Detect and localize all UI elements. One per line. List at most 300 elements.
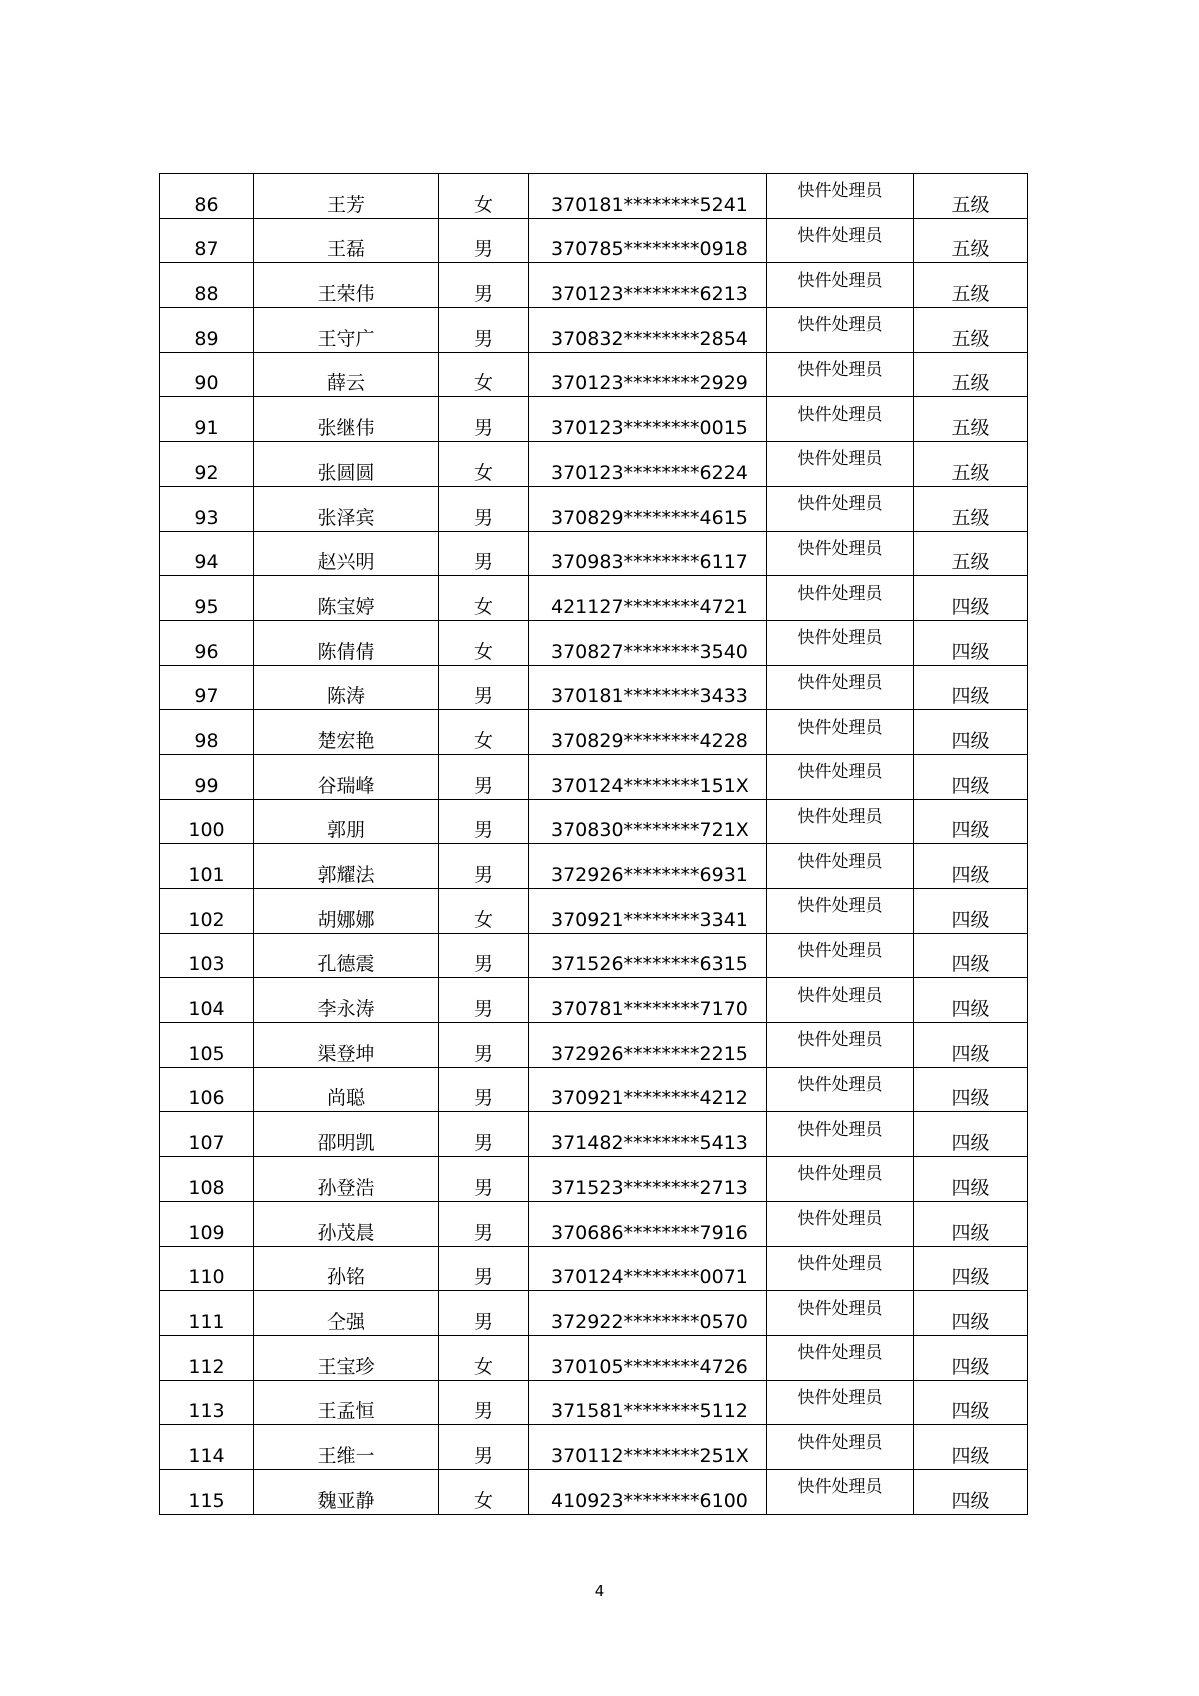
cell-id-number [529, 174, 767, 219]
cell-gender [439, 1425, 529, 1470]
cell-number-text: 88 [194, 283, 219, 306]
cell-gender-text: 女 [473, 1489, 493, 1512]
cell-name [254, 1201, 439, 1246]
cell-id-number [529, 531, 767, 576]
cell-id-number-text: 371581********5112 [551, 1400, 748, 1423]
cell-level-text: 四级 [951, 998, 990, 1021]
cell-id-number-text: 370829********4615 [551, 506, 748, 529]
cell-number [160, 1380, 254, 1425]
cell-level-text: 四级 [951, 1087, 990, 1110]
cell-name [254, 531, 439, 576]
cell-id-number [529, 1380, 767, 1425]
cell-level [914, 1201, 1028, 1246]
cell-level-text: 五级 [951, 417, 990, 440]
cell-gender [439, 486, 529, 531]
cell-level [914, 397, 1028, 442]
cell-occupation [767, 1023, 914, 1068]
table-row [160, 1067, 1028, 1112]
cell-gender [439, 1023, 529, 1068]
cell-name [254, 1335, 439, 1380]
cell-number-text: 97 [194, 685, 219, 708]
cell-occupation-text: 快件处理员 [797, 270, 883, 291]
cell-name-text: 王维一 [317, 1444, 375, 1467]
cell-gender-text: 男 [473, 1221, 493, 1244]
cell-level [914, 1425, 1028, 1470]
cell-occupation [767, 442, 914, 487]
cell-name-text: 仝强 [326, 1310, 365, 1333]
cell-occupation [767, 844, 914, 889]
cell-id-number [529, 710, 767, 755]
cell-id-number-text: 370832********2854 [551, 327, 748, 350]
table-row [160, 1335, 1028, 1380]
cell-occupation [767, 263, 914, 308]
cell-name-text: 薛云 [326, 372, 365, 395]
cell-gender-text: 女 [473, 595, 493, 618]
cell-name-text: 王孟恒 [317, 1400, 375, 1423]
cell-occupation-text: 快件处理员 [797, 226, 883, 247]
cell-level [914, 754, 1028, 799]
cell-number [160, 1335, 254, 1380]
cell-occupation [767, 1246, 914, 1291]
cell-occupation-text: 快件处理员 [797, 1164, 883, 1185]
cell-occupation [767, 1335, 914, 1380]
cell-gender [439, 710, 529, 755]
cell-gender [439, 442, 529, 487]
cell-level-text: 五级 [951, 551, 990, 574]
cell-name-text: 王荣伟 [317, 283, 375, 306]
cell-level [914, 531, 1028, 576]
cell-name-text: 邵明凯 [317, 1132, 375, 1155]
cell-gender [439, 397, 529, 442]
cell-occupation [767, 889, 914, 934]
cell-id-number [529, 1425, 767, 1470]
cell-level-text: 五级 [951, 327, 990, 350]
cell-number-text: 93 [194, 506, 219, 529]
cell-name-text: 陈涛 [326, 685, 365, 708]
table-row [160, 1425, 1028, 1470]
cell-name [254, 442, 439, 487]
cell-id-number-text: 370181********3433 [551, 685, 748, 708]
cell-number [160, 174, 254, 219]
cell-gender-text: 男 [473, 774, 493, 797]
cell-name [254, 754, 439, 799]
cell-number-text: 102 [188, 908, 225, 931]
cell-occupation [767, 978, 914, 1023]
cell-occupation-text: 快件处理员 [797, 360, 883, 381]
cell-occupation-text: 快件处理员 [797, 717, 883, 738]
cell-level-text: 四级 [951, 1400, 990, 1423]
cell-gender-text: 女 [473, 461, 493, 484]
cell-id-number [529, 978, 767, 1023]
cell-number-text: 104 [188, 998, 225, 1021]
cell-gender [439, 799, 529, 844]
cell-occupation [767, 665, 914, 710]
cell-occupation-text: 快件处理员 [797, 851, 883, 872]
cell-id-number-text: 370112********251X [551, 1444, 749, 1467]
cell-level-text: 四级 [951, 819, 990, 842]
cell-level-text: 四级 [951, 864, 990, 886]
cell-gender-text: 男 [473, 417, 493, 440]
table-row [160, 844, 1028, 889]
cell-name-text: 尚聪 [326, 1087, 365, 1110]
cell-level-text: 五级 [951, 193, 990, 216]
cell-level-text: 四级 [951, 908, 990, 931]
cell-id-number-text: 370123********0015 [551, 417, 748, 440]
cell-number-text: 101 [188, 864, 225, 886]
cell-level-text: 四级 [951, 774, 990, 797]
cell-number-text: 90 [194, 372, 219, 395]
cell-gender-text: 男 [473, 1176, 493, 1199]
table-row [160, 1469, 1028, 1514]
cell-id-number-text: 370124********0071 [551, 1266, 748, 1289]
cell-gender-text: 男 [473, 1266, 493, 1289]
cell-gender-text: 男 [473, 1087, 493, 1110]
cell-number-text: 87 [194, 238, 219, 261]
cell-occupation [767, 531, 914, 576]
cell-id-number [529, 620, 767, 665]
cell-id-number [529, 889, 767, 934]
cell-occupation-text: 快件处理员 [797, 1477, 883, 1498]
cell-level-text: 四级 [951, 953, 990, 976]
cell-gender-text: 男 [473, 998, 493, 1021]
cell-occupation-text: 快件处理员 [797, 494, 883, 515]
cell-level [914, 352, 1028, 397]
cell-id-number [529, 1157, 767, 1202]
cell-gender [439, 1469, 529, 1514]
cell-number-text: 109 [188, 1221, 225, 1244]
page-number: 4 [594, 1582, 605, 1600]
cell-name-text: 陈宝婷 [317, 595, 375, 618]
cell-name-text: 渠登坤 [317, 1042, 375, 1065]
cell-level-text: 四级 [951, 1444, 990, 1467]
table-row [160, 308, 1028, 353]
cell-number [160, 1067, 254, 1112]
cell-number-text: 96 [194, 640, 219, 663]
cell-number [160, 933, 254, 978]
table-row [160, 174, 1028, 219]
cell-occupation [767, 174, 914, 219]
cell-number [160, 576, 254, 621]
cell-occupation [767, 620, 914, 665]
cell-name-text: 郭朋 [326, 819, 365, 842]
cell-id-number-text: 410923********6100 [551, 1489, 748, 1512]
cell-occupation [767, 754, 914, 799]
cell-name-text: 王宝珍 [317, 1355, 375, 1378]
table-row [160, 1023, 1028, 1068]
cell-gender-text: 男 [473, 1132, 493, 1155]
cell-number [160, 844, 254, 889]
cell-occupation-text: 快件处理员 [797, 1432, 883, 1453]
table-row [160, 620, 1028, 665]
table-row [160, 1246, 1028, 1291]
cell-id-number-text: 372926********2215 [551, 1042, 748, 1065]
cell-level [914, 799, 1028, 844]
cell-gender [439, 1380, 529, 1425]
cell-name [254, 397, 439, 442]
table-row [160, 754, 1028, 799]
cell-number [160, 1201, 254, 1246]
cell-occupation [767, 352, 914, 397]
cell-level [914, 620, 1028, 665]
cell-name [254, 263, 439, 308]
cell-occupation [767, 1112, 914, 1157]
cell-occupation-text: 快件处理员 [797, 1119, 883, 1140]
roster-table-body [160, 174, 1028, 1515]
cell-name-text: 孔德震 [317, 953, 375, 976]
cell-level [914, 1335, 1028, 1380]
cell-name-text: 赵兴明 [317, 551, 375, 574]
cell-level-text: 五级 [951, 283, 990, 306]
cell-name [254, 1246, 439, 1291]
cell-name [254, 1157, 439, 1202]
cell-id-number-text: 370123********6224 [551, 461, 748, 484]
cell-name [254, 978, 439, 1023]
cell-level-text: 四级 [951, 595, 990, 618]
table-row [160, 263, 1028, 308]
cell-number-text: 103 [188, 953, 225, 976]
cell-gender-text: 男 [473, 864, 493, 886]
cell-number [160, 799, 254, 844]
cell-gender-text: 男 [473, 1310, 493, 1333]
cell-number [160, 308, 254, 353]
cell-number-text: 112 [188, 1355, 225, 1378]
cell-name-text: 胡娜娜 [317, 908, 375, 931]
cell-level-text: 四级 [951, 685, 990, 708]
cell-occupation-text: 快件处理员 [797, 941, 883, 962]
cell-gender-text: 男 [473, 506, 493, 529]
cell-name-text: 孙登浩 [317, 1176, 375, 1199]
cell-name [254, 844, 439, 889]
cell-name [254, 308, 439, 353]
cell-id-number [529, 1067, 767, 1112]
cell-gender [439, 1112, 529, 1157]
table-row [160, 710, 1028, 755]
cell-id-number [529, 665, 767, 710]
cell-name [254, 352, 439, 397]
cell-number-text: 99 [194, 774, 219, 797]
cell-gender-text: 女 [473, 908, 493, 931]
cell-number [160, 218, 254, 263]
cell-level-text: 四级 [951, 1132, 990, 1155]
cell-gender-text: 男 [473, 238, 493, 261]
cell-id-number-text: 370781********7170 [551, 998, 748, 1021]
cell-id-number-text: 370123********6213 [551, 283, 748, 306]
cell-level-text: 四级 [951, 729, 990, 752]
table-row [160, 1157, 1028, 1202]
table-row [160, 442, 1028, 487]
cell-gender-text: 女 [473, 729, 493, 752]
cell-occupation-text: 快件处理员 [797, 672, 883, 693]
cell-occupation-text: 快件处理员 [797, 1387, 883, 1408]
cell-occupation-text: 快件处理员 [797, 806, 883, 827]
cell-name [254, 620, 439, 665]
cell-id-number [529, 352, 767, 397]
cell-name [254, 486, 439, 531]
table-row [160, 352, 1028, 397]
cell-id-number-text: 371482********5413 [551, 1132, 748, 1155]
cell-id-number [529, 799, 767, 844]
cell-number-text: 113 [188, 1400, 225, 1423]
cell-number-text: 110 [188, 1266, 225, 1289]
cell-id-number-text: 370983********6117 [551, 551, 748, 574]
table-row [160, 397, 1028, 442]
cell-gender [439, 576, 529, 621]
cell-gender-text: 女 [473, 640, 493, 663]
cell-name-text: 孙茂晨 [317, 1221, 375, 1244]
cell-occupation-text: 快件处理员 [797, 762, 883, 783]
cell-id-number [529, 1112, 767, 1157]
cell-occupation [767, 1201, 914, 1246]
table-row [160, 576, 1028, 621]
cell-gender [439, 665, 529, 710]
cell-level [914, 263, 1028, 308]
cell-name [254, 576, 439, 621]
cell-name-text: 王芳 [326, 193, 365, 216]
cell-name [254, 1425, 439, 1470]
cell-number [160, 665, 254, 710]
cell-level [914, 933, 1028, 978]
cell-gender-text: 男 [473, 551, 493, 574]
cell-gender-text: 男 [473, 1042, 493, 1065]
cell-number-text: 111 [188, 1310, 225, 1333]
cell-id-number-text: 370830********721X [551, 819, 749, 842]
table-row [160, 486, 1028, 531]
cell-level [914, 1067, 1028, 1112]
table-row [160, 665, 1028, 710]
cell-id-number-text: 370181********5241 [551, 193, 748, 216]
cell-name-text: 楚宏艳 [317, 729, 375, 752]
cell-gender [439, 1201, 529, 1246]
cell-occupation [767, 1291, 914, 1336]
cell-gender-text: 男 [473, 819, 493, 842]
cell-level-text: 五级 [951, 461, 990, 484]
cell-level [914, 442, 1028, 487]
cell-name-text: 谷瑞峰 [317, 774, 375, 797]
cell-number [160, 397, 254, 442]
cell-number [160, 889, 254, 934]
cell-level [914, 1380, 1028, 1425]
cell-id-number [529, 1201, 767, 1246]
cell-id-number [529, 576, 767, 621]
cell-level-text: 四级 [951, 1489, 990, 1512]
cell-number [160, 1291, 254, 1336]
cell-level [914, 1469, 1028, 1514]
cell-occupation-text: 快件处理员 [797, 1298, 883, 1319]
cell-id-number-text: 370921********4212 [551, 1087, 748, 1110]
cell-name [254, 665, 439, 710]
cell-name [254, 799, 439, 844]
cell-id-number-text: 370921********3341 [551, 908, 748, 931]
cell-number [160, 1425, 254, 1470]
cell-id-number [529, 1469, 767, 1514]
cell-level [914, 1291, 1028, 1336]
cell-level-text: 四级 [951, 1221, 990, 1244]
cell-occupation-text: 快件处理员 [797, 538, 883, 559]
cell-occupation [767, 486, 914, 531]
cell-occupation-text: 快件处理员 [797, 1253, 883, 1274]
cell-id-number-text: 370123********2929 [551, 372, 748, 395]
table-row [160, 799, 1028, 844]
cell-gender-text: 女 [473, 193, 493, 216]
cell-level [914, 308, 1028, 353]
cell-number-text: 105 [188, 1042, 225, 1065]
cell-number [160, 442, 254, 487]
cell-gender-text: 男 [473, 1444, 493, 1467]
cell-level [914, 889, 1028, 934]
cell-gender [439, 263, 529, 308]
cell-gender [439, 218, 529, 263]
cell-name-text: 魏亚静 [317, 1489, 375, 1512]
cell-name [254, 1380, 439, 1425]
cell-occupation-text: 快件处理员 [797, 1030, 883, 1051]
cell-occupation [767, 218, 914, 263]
cell-level-text: 四级 [951, 1176, 990, 1199]
cell-id-number [529, 263, 767, 308]
cell-gender [439, 1157, 529, 1202]
cell-gender [439, 174, 529, 219]
cell-name [254, 1067, 439, 1112]
cell-id-number-text: 372926********6931 [551, 864, 748, 886]
cell-name [254, 1023, 439, 1068]
cell-number-text: 95 [194, 595, 219, 618]
cell-gender [439, 844, 529, 889]
cell-occupation-text: 快件处理员 [797, 404, 883, 425]
cell-occupation-text: 快件处理员 [797, 315, 883, 336]
cell-number-text: 106 [188, 1087, 225, 1110]
cell-number-text: 115 [188, 1489, 225, 1512]
table-row [160, 1112, 1028, 1157]
cell-name [254, 933, 439, 978]
cell-id-number [529, 218, 767, 263]
cell-id-number-text: 371526********6315 [551, 953, 748, 976]
cell-number [160, 1112, 254, 1157]
cell-occupation [767, 1157, 914, 1202]
cell-level [914, 710, 1028, 755]
cell-name-text: 陈倩倩 [317, 640, 375, 663]
cell-level-text: 四级 [951, 1042, 990, 1065]
cell-number [160, 620, 254, 665]
cell-id-number [529, 442, 767, 487]
cell-gender [439, 1246, 529, 1291]
cell-level [914, 1112, 1028, 1157]
cell-id-number-text: 372922********0570 [551, 1310, 748, 1333]
cell-number [160, 263, 254, 308]
cell-occupation-text: 快件处理员 [797, 985, 883, 1006]
cell-occupation-text: 快件处理员 [797, 181, 883, 202]
cell-level [914, 174, 1028, 219]
cell-name-text: 王磊 [326, 238, 365, 261]
roster-table [159, 173, 1028, 1515]
cell-number [160, 1246, 254, 1291]
cell-id-number [529, 397, 767, 442]
cell-name [254, 1469, 439, 1514]
cell-id-number [529, 1335, 767, 1380]
cell-id-number-text: 370827********3540 [551, 640, 748, 663]
cell-level-text: 五级 [951, 506, 990, 529]
cell-id-number-text: 421127********4721 [551, 595, 748, 618]
cell-occupation-text: 快件处理员 [797, 1343, 883, 1364]
cell-level [914, 844, 1028, 889]
cell-id-number [529, 1291, 767, 1336]
cell-occupation [767, 576, 914, 621]
cell-occupation-text: 快件处理员 [797, 449, 883, 470]
cell-gender [439, 1067, 529, 1112]
cell-level [914, 1157, 1028, 1202]
cell-level-text: 五级 [951, 238, 990, 261]
cell-gender [439, 308, 529, 353]
cell-level-text: 四级 [951, 1355, 990, 1378]
cell-gender-text: 男 [473, 283, 493, 306]
